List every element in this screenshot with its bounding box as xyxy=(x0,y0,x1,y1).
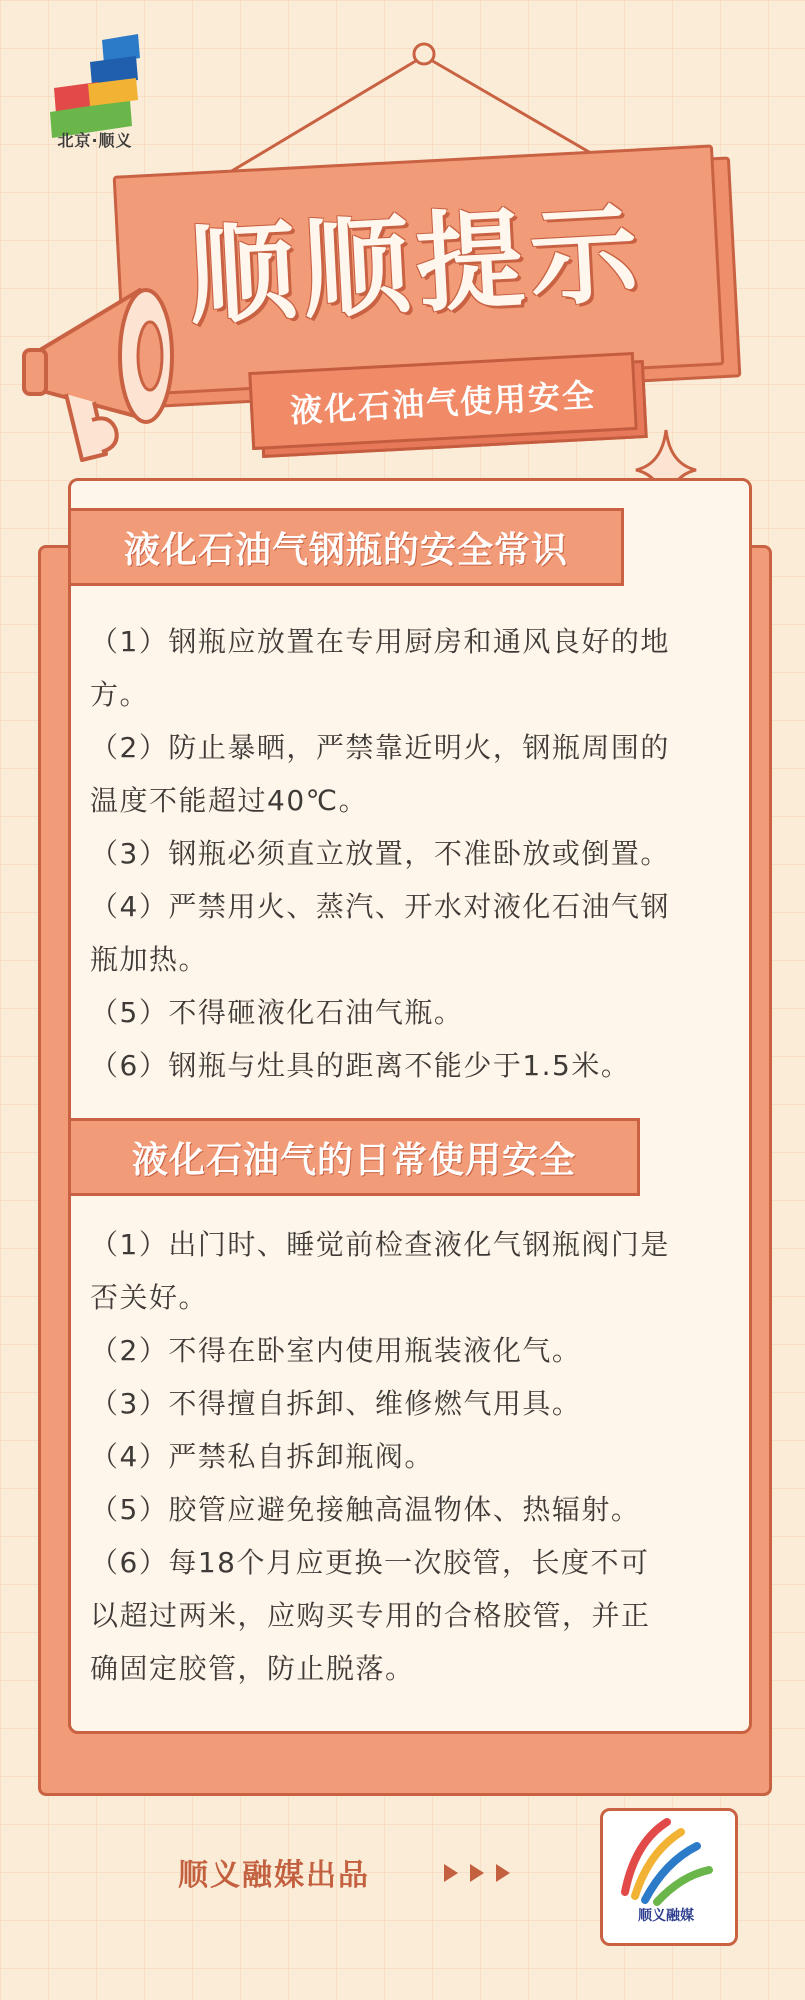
shunyi-media-logo-icon xyxy=(605,1812,727,1912)
list-item: （4）严禁私自拆卸瓶阀。 xyxy=(90,1440,434,1473)
list-item: （2）防止暴晒，严禁靠近明火，钢瓶周围的 xyxy=(90,731,670,764)
list-item: （3）钢瓶必须直立放置，不准卧放或倒置。 xyxy=(90,837,670,870)
list-item: （5）胶管应避免接触高温物体、热辐射。 xyxy=(90,1493,641,1526)
section-heading-text: 液化石油气钢瓶的安全常识 xyxy=(123,529,568,571)
section-heading-cylinder-safety xyxy=(68,508,624,586)
list-item: （2）不得在卧室内使用瓶装液化气。 xyxy=(90,1334,582,1367)
cylinder-safety-list xyxy=(90,615,724,1092)
list-item: （6）钢瓶与灶具的距离不能少于1.5米。 xyxy=(90,1049,631,1082)
triple-arrow-icon xyxy=(440,1858,520,1888)
subtitle-text: 液化石油气使用安全 xyxy=(289,376,597,430)
section-heading-daily-use xyxy=(68,1118,640,1196)
list-item: 以超过两米，应购买专用的合格胶管，并正 xyxy=(90,1599,651,1632)
list-item: （5）不得砸液化石油气瓶。 xyxy=(90,996,464,1029)
list-item: 确固定胶管，防止脱落。 xyxy=(90,1652,415,1685)
media-logo-name: 顺义融媒 xyxy=(638,1908,694,1924)
footer-credit: 顺义融媒出品 xyxy=(178,1858,370,1893)
list-item: 否关好。 xyxy=(90,1281,209,1314)
section-heading-text: 液化石油气的日常使用安全 xyxy=(131,1139,576,1181)
megaphone-icon xyxy=(10,270,240,490)
list-item: 瓶加热。 xyxy=(90,943,209,976)
daily-use-list xyxy=(90,1218,724,1695)
list-item: （6）每18个月应更换一次胶管，长度不可 xyxy=(90,1546,650,1579)
list-item: （4）严禁用火、蒸汽、开水对液化石油气钢 xyxy=(90,890,670,923)
list-item: 温度不能超过40℃。 xyxy=(90,784,369,817)
list-item: 方。 xyxy=(90,678,150,711)
page-title: 顺顺提示 xyxy=(185,191,647,340)
list-item: （3）不得擅自拆卸、维修燃气用具。 xyxy=(90,1387,582,1420)
logo-text: 北京·顺义 xyxy=(57,131,133,150)
list-item: （1）钢瓶应放置在专用厨房和通风良好的地 xyxy=(90,625,670,658)
list-item: （1）出门时、睡觉前检查液化气钢瓶阀门是 xyxy=(90,1228,670,1261)
